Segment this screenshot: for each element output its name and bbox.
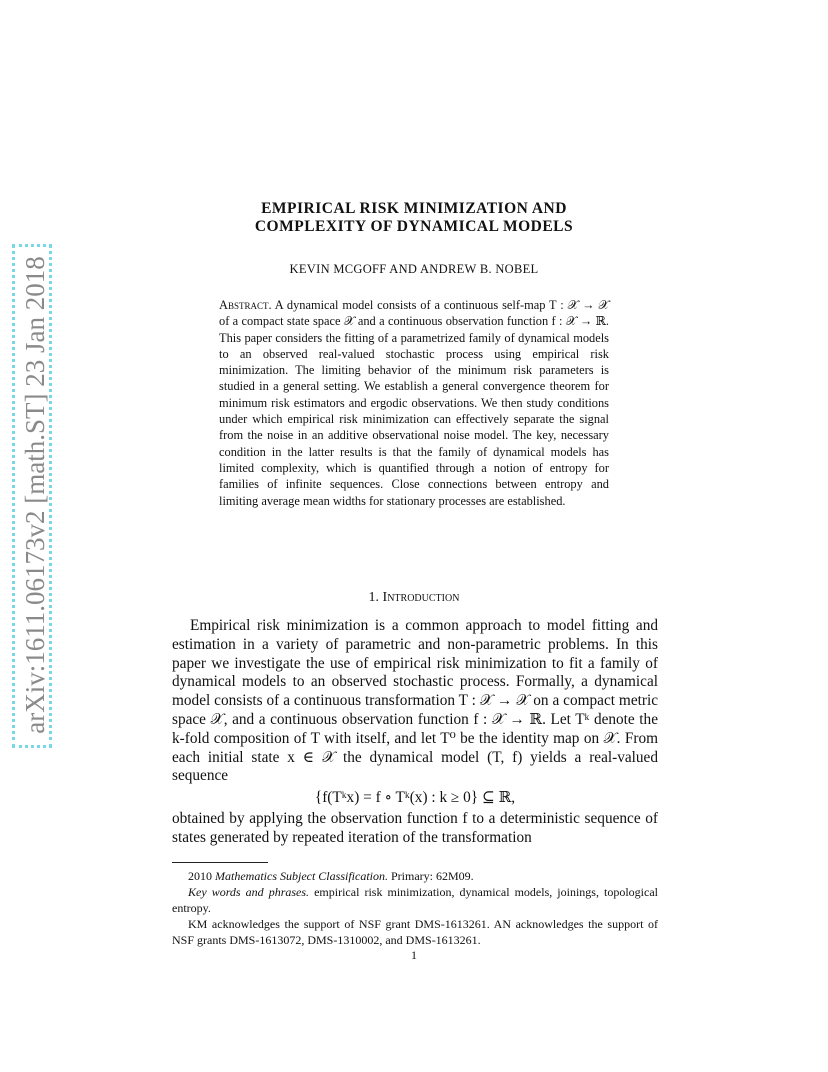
display-equation: {f(Tᵏx) = f ∘ Tᵏ(x) : k ≥ 0} ⊆ ℝ, — [314, 789, 516, 807]
footnote-rule — [172, 862, 268, 863]
authors: KEVIN MCGOFF AND ANDREW B. NOBEL — [289, 262, 539, 276]
intro-paragraph-2: obtained by applying the observation function f to a deterministic sequence of states generated by repeated iteration of the transformation — [172, 809, 658, 846]
abstract — [219, 297, 609, 509]
msc-value: Primary: 62M09. — [387, 869, 474, 883]
section-title: Introduction — [382, 590, 460, 605]
arxiv-stamp — [12, 244, 52, 748]
section-heading — [170, 590, 658, 606]
arxiv-identifier: arXiv:1611.06173v2 [math.ST] 23 Jan 2018 — [20, 256, 50, 734]
section-number: 1. — [368, 590, 380, 605]
msc-label: Mathematics Subject Classification. — [215, 869, 388, 883]
footnote-acknowledgment: KM acknowledges the support of NSF grant DMS-1613261. AN acknowledges the support of NSF grants DMS-1613072, DMS-1310002, and DMS-1613261. — [172, 917, 658, 947]
msc-prefix: 2010 — [188, 869, 215, 883]
footnote-keywords — [172, 884, 658, 916]
paper-title-line-2: COMPLEXITY OF DYNAMICAL MODELS — [254, 218, 574, 235]
intro-paragraph-1: Empirical risk minimization is a common approach to model fitting and estimation in a variety of parametric and non-parametric problems. In this paper we investigate the use of empirical risk minimization to fit a family of dynamical models to an observed stochastic process. Formally, a dynamical model consists of a continuous transformation T : 𝒳 → 𝒳 on a compact metric space 𝒳, and a continuous observation function f : 𝒳 → ℝ. Let Tᵏ denote the k-fold composition of T with itself, and let T⁰ be the identity map on 𝒳. From each initial state x ∈ 𝒳 the dynamical model (T, f) yields a real-valued sequence — [172, 617, 658, 785]
footnote-msc — [172, 868, 658, 884]
keywords-label: Key words and phrases. — [188, 885, 310, 899]
paper-title-line-1: EMPIRICAL RISK MINIMIZATION AND — [261, 200, 567, 217]
abstract-label: Abstract. — [219, 298, 272, 312]
page-number: 1 — [411, 948, 417, 962]
introduction-text — [172, 617, 658, 848]
abstract-body: A dynamical model consists of a continuous self-map T : 𝒳 → 𝒳 of a compact state space 𝒳 and a continuous observation function f : 𝒳 → ℝ. This paper considers the fitting of a parametrized family of dynamical models to an observed real-valued stochastic process using empirical risk minimization. The limiting behavior of the minimum risk parameters is studied in a general setting. We establish a general convergence theorem for minimum risk estimators and ergodic observations. We then study conditions under which empirical risk minimization can effectively separate the signal from the noise in an additive observational noise model. The key, necessary condition in the latter results is that the family of dynamical models has limited complexity, which is quantified through a notion of entropy for families of infinite sequences. Close connections between entropy and limiting average mean widths for stationary processes are established. — [219, 298, 609, 508]
footnotes — [172, 868, 658, 948]
keywords-value: empirical risk minimization, dynamical models, joinings, topological entropy. — [172, 885, 659, 915]
